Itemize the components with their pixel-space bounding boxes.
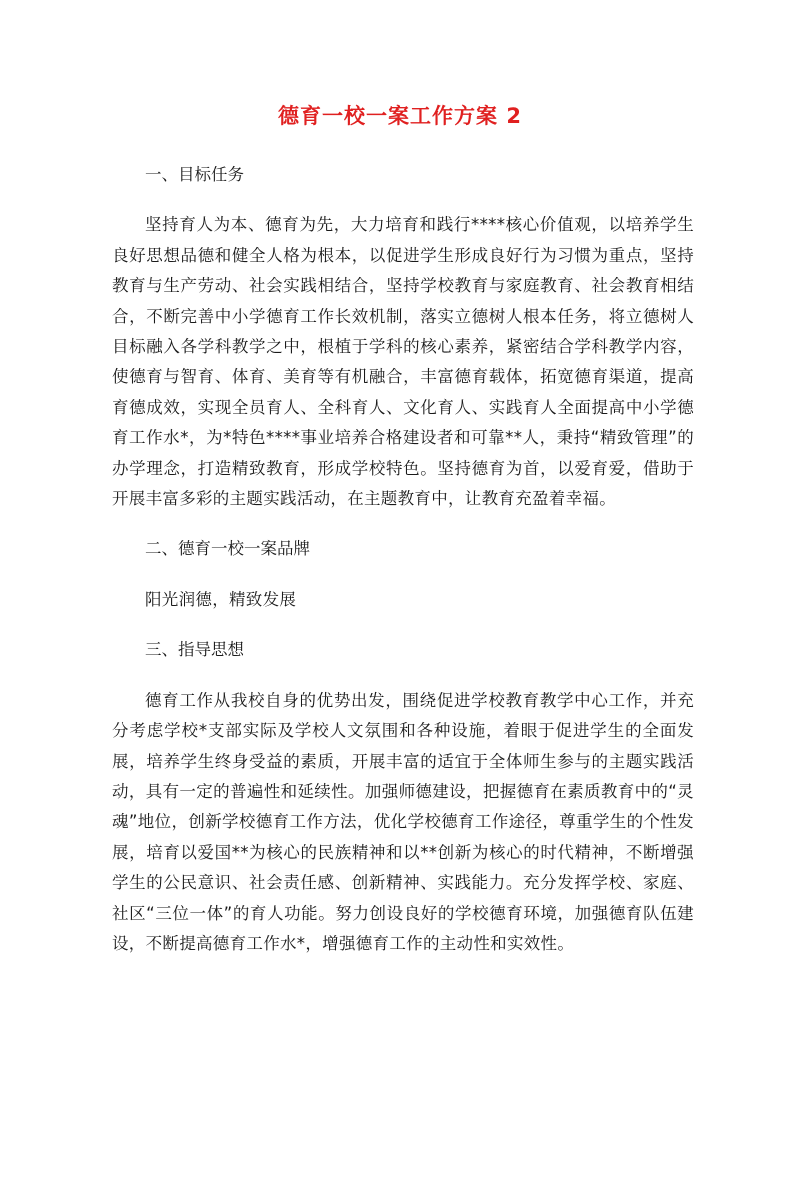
section-paragraph-brand: 阳光润德，精致发展 — [145, 589, 297, 609]
section-heading-brand: 二、德育一校一案品牌 — [145, 539, 310, 559]
section-heading-goals: 一、目标任务 — [145, 165, 244, 184]
document-body — [112, 160, 694, 959]
section-heading-guiding-ideology: 三、指导思想 — [145, 640, 244, 660]
section-paragraph-guiding-ideology: 德育工作从我校自身的优势出发，围绕促进学校教育教学中心工作，并充分考虑学校*支部实际及学校人文氛围和各种设施，着眼于促进学生的全面发展，培养学生终身受益的素质，开展丰富的适宜于全体师生参与的主题实践活动，具有一定的普遍性和延续性。加强师德建设，把握德育在素质教育中的“灵魂”地位，创新学校德育工作方法，优化学校德育工作途径，尊重学生的个性发展，培育以爱国**为核心的民族精神和以**创新为核心的时代精神，不断增强学生的公民意识、社会责任感、创新精神、实践能力。充分发挥学校、家庭、社区“三位一体”的育人功能。努力创设良好的学校德育环境，加强德育队伍建设，不断提高德育工作水*，增强德育工作的主动性和实效性。 — [112, 690, 694, 953]
document-title: 德育一校一案工作方案 2 — [278, 104, 522, 128]
section-paragraph-goals: 坚持育人为本、德育为先，大力培育和践行****核心价值观，以培养学生良好思想品德和健全人格为根本，以促进学生形成良好行为习惯为重点，坚持教育与生产劳动、社会实践相结合，坚持学校教育与家庭教育、社会教育相结合，不断完善中小学德育工作长效机制，落实立德树人根本任务，将立德树人目标融入各学科教学之中，根植于学科的核心素养，紧密结合学科教学内容，使德育与智育、体育、美育等有机融合，丰富德育载体，拓宽德育渠道，提高育德成效，实现全员育人、全科育人、文化育人、实践育人全面提高中小学德育工作水*，为*特色****事业培养合格建设者和可靠**人，秉持“精致管理”的办学理念，打造精致教育，形成学校特色。坚持德育为首，以爱育爱，借助于开展丰富多彩的主题实践活动，在主题教育中，让教育充盈着幸福。 — [112, 215, 694, 509]
